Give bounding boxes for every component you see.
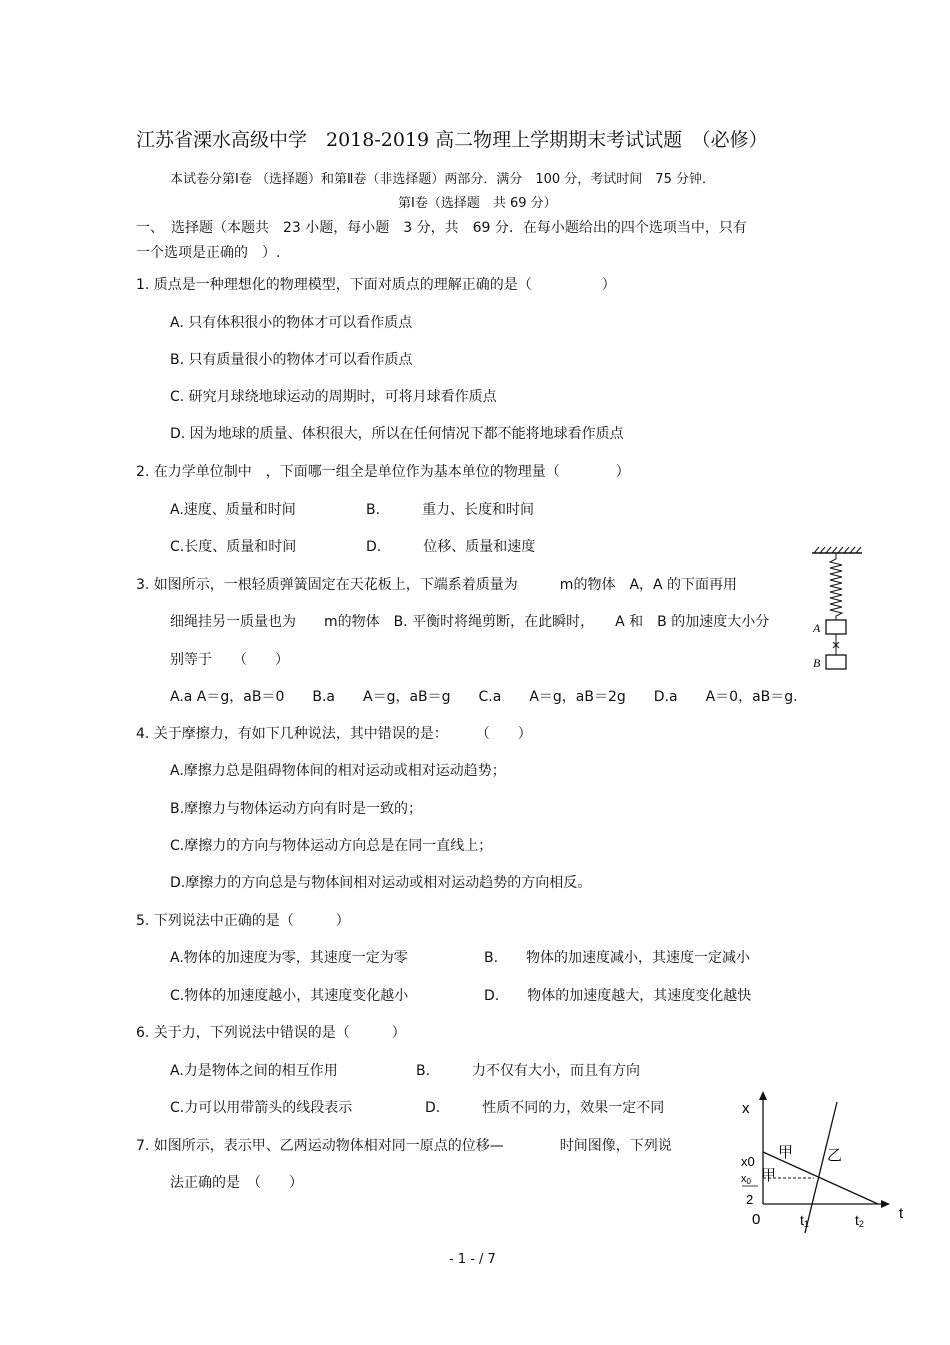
q4-option-b: B.摩擦力与物体运动方向有时是一致的； xyxy=(170,801,423,817)
spring-coil xyxy=(830,553,842,620)
q4-option-a: A.摩擦力总是阻碍物体间的相对运动或相对运动趋势； xyxy=(170,763,506,779)
question-3-stem: 3. 如图所示，一根轻质弹簧固定在天花板上，下端系着质量为 m的物体 A，A 的下面再用 xyxy=(136,577,738,593)
y-axis-arrow xyxy=(759,1091,767,1100)
q5-option-b: B. 物体的加速度减小，其速度一定减小 xyxy=(484,950,751,966)
question-2-stem: 2. 在力学单位制中 ，下面哪一组全是单位作为基本单位的物理量（ ） xyxy=(136,464,630,480)
question-4-stem: 4. 关于摩擦力，有如下几种说法，其中错误的是： （ ） xyxy=(136,726,532,742)
q2-option-d: D. 位移、质量和速度 xyxy=(366,539,536,555)
question-7-stem: 7. 如图所示，表示甲、乙两运动物体相对同一原点的位移— 时间图像，下列说 xyxy=(136,1138,672,1154)
part-heading: 一、 选择题（本题共 23 小题，每小题 3 分，共 69 分．在每小题给出的四个选项当中，只有 xyxy=(136,220,747,236)
yi-label: 乙 xyxy=(827,1147,843,1164)
t2-label xyxy=(855,1212,864,1229)
q4-option-d: D.摩擦力的方向总是与物体间相对运动或相对运动趋势的方向相反。 xyxy=(170,875,592,891)
q1-option-d: D. 因为地球的质量、体积很大，所以在任何情况下都不能将地球看作质点 xyxy=(170,426,624,442)
ceiling-hatch xyxy=(814,547,861,553)
q6-option-d: D. 性质不同的力，效果一定不同 xyxy=(425,1100,665,1116)
xt-graph xyxy=(736,1088,916,1236)
q5-option-d: D. 物体的加速度越大，其速度变化越快 xyxy=(484,988,752,1004)
block-a xyxy=(826,620,846,634)
q2-option-b: B. 重力、长度和时间 xyxy=(366,502,535,518)
t1-var: t xyxy=(800,1212,804,1228)
x0-label: x0 xyxy=(741,1154,755,1169)
question-1-stem: 1. 质点是一种理想化的物理模型，下面对质点的理解正确的是（ ） xyxy=(136,277,616,293)
q1-option-a: A. 只有体积很小的物体才可以看作质点 xyxy=(170,315,413,331)
x0-half-index: 0 xyxy=(746,1177,751,1186)
t1-index: 1 xyxy=(803,1219,809,1229)
q6-option-a: A.力是物体之间的相互作用 xyxy=(170,1063,338,1079)
q2-option-a: A.速度、质量和时间 xyxy=(170,502,296,518)
t2-var: t xyxy=(855,1212,859,1228)
exam-title: 江苏省溧水高级中学 2018-2019 高二物理上学期期末考试试题 （必修） xyxy=(136,129,768,151)
q1-option-b: B. 只有质量很小的物体才可以看作质点 xyxy=(170,352,413,368)
q6-option-b: B. 力不仅有大小，而且有方向 xyxy=(416,1063,641,1079)
q6-option-c: C.力可以用带箭头的线段表示 xyxy=(170,1100,353,1116)
spring-figure xyxy=(808,545,868,675)
q2-option-c: C.长度、质量和时间 xyxy=(170,539,297,555)
block-a-label: A xyxy=(813,621,821,635)
question-6-stem: 6. 关于力，下列说法中错误的是（ ） xyxy=(136,1025,406,1041)
x0-half-label xyxy=(741,1173,752,1186)
q1-option-c: C. 研究月球绕地球运动的周期时，可将月球看作质点 xyxy=(170,389,497,405)
q4-option-c: C.摩擦力的方向与物体运动方向总是在同一直线上； xyxy=(170,838,493,854)
block-b xyxy=(826,655,846,669)
q5-option-c: C.物体的加速度越小，其速度变化越小 xyxy=(170,988,409,1004)
y-axis-label: x xyxy=(742,1100,750,1117)
t1-label xyxy=(800,1212,809,1229)
x-axis-arrow xyxy=(881,1200,890,1208)
part-heading-cont: 一个选项是正确的 ）. xyxy=(136,245,281,261)
jia-label-lower: 甲 xyxy=(761,1167,777,1184)
line-yi xyxy=(805,1102,837,1233)
page-number: - 1 - / 7 xyxy=(449,1252,496,1267)
t2-index: 2 xyxy=(858,1219,864,1229)
q5-option-a: A.物体的加速度为零，其速度一定为零 xyxy=(170,950,408,966)
block-b-label: B xyxy=(813,656,821,670)
section-title: 第Ⅰ卷（选择题 共 69 分） xyxy=(398,196,557,211)
origin-label: 0 xyxy=(752,1211,761,1228)
question-3-stem-cont: 细绳挂另一质量也为 m的物体 B. 平衡时将绳剪断，在此瞬时， A 和 B 的加速度大小分 xyxy=(170,614,770,630)
question-3-stem-end: 别等于 （ ） xyxy=(170,652,289,668)
x0-half-var: x xyxy=(741,1173,747,1185)
denominator-label: 2 xyxy=(746,1192,754,1207)
question-7-stem-cont: 法正确的是 （ ） xyxy=(170,1175,303,1191)
q3-options: A.a A＝g，aB＝0 B.a A＝g，aB＝g C.a A＝g，aB＝2g D.a A＝0，aB＝g. xyxy=(170,689,798,705)
exam-info: 本试卷分第Ⅰ卷 （选择题）和第Ⅱ卷（非选择题）两部分．满分 100 分，考试时间 75 分钟． xyxy=(170,172,715,187)
question-5-stem: 5. 下列说法中正确的是（ ） xyxy=(136,913,350,929)
x-axis-label: t xyxy=(899,1205,904,1222)
jia-label-upper: 甲 xyxy=(778,1144,794,1161)
